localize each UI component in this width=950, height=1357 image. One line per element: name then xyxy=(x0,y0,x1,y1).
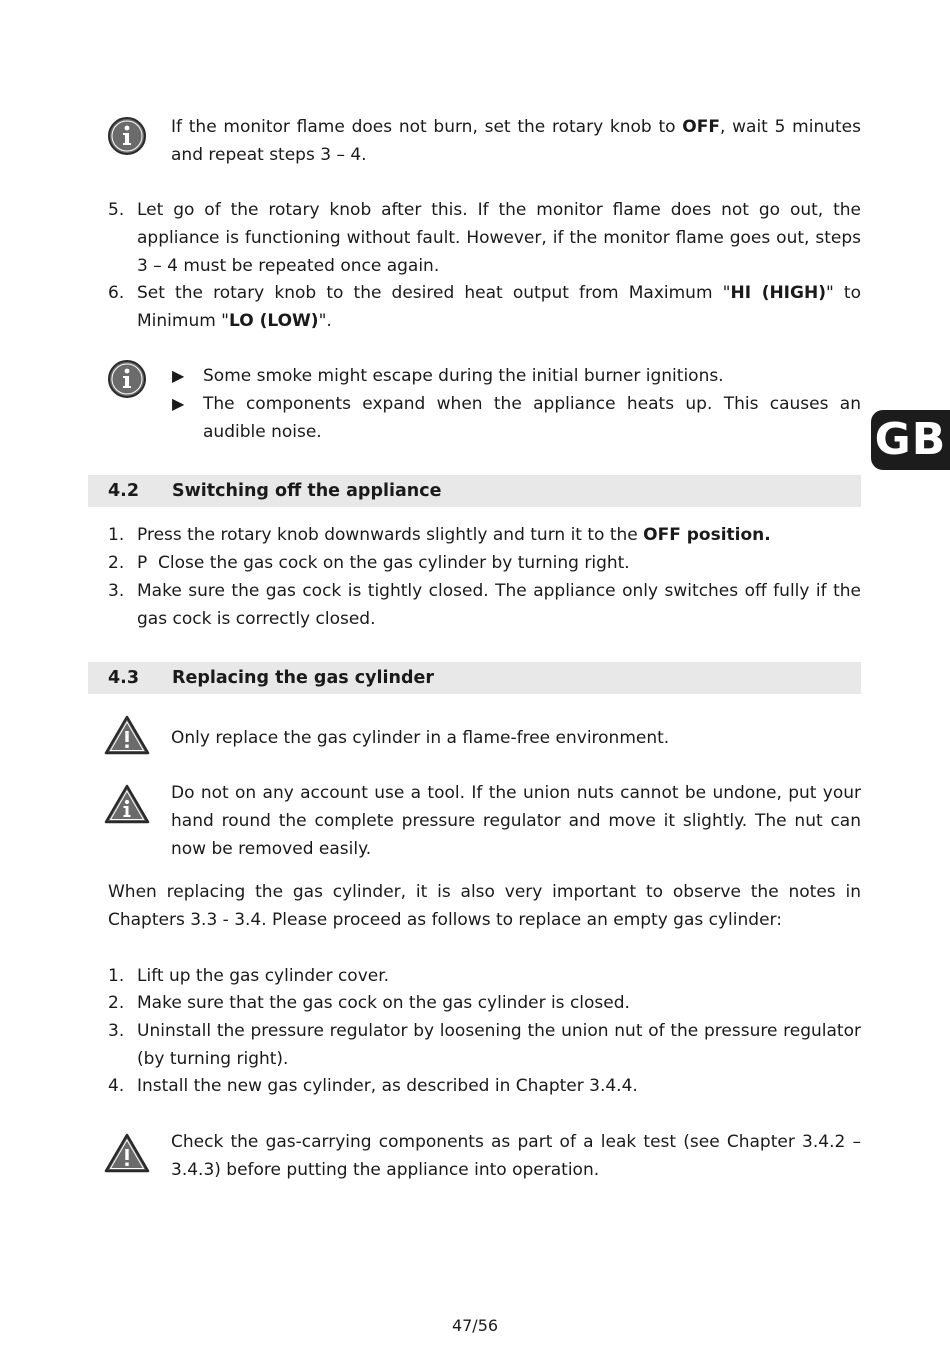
list-number: 2. xyxy=(108,553,125,573)
list-text: P Close the gas cock on the gas cylinder by turning right. xyxy=(137,553,630,573)
section-number: 4.3 xyxy=(108,668,140,688)
bullet-text: The components expand when the appliance heats up. This causes an audible noise. xyxy=(203,394,861,442)
section-heading xyxy=(88,475,861,507)
section-title: Switching off the appliance xyxy=(172,481,442,501)
warning-text: Do not on any account use a tool. If the union nuts cannot be undone, put your hand round the complete pressure regulator and move it slightly. The nut can now be removed easily. xyxy=(171,783,861,859)
bullet-item xyxy=(172,362,861,390)
list-number: 3. xyxy=(108,1021,125,1041)
list-text xyxy=(137,279,861,335)
warning-info-icon xyxy=(104,784,150,824)
warning-exclamation-icon xyxy=(104,715,150,755)
text-run: Press the rotary knob downwards slightly and turn it to the xyxy=(137,525,644,545)
list-number: 1. xyxy=(108,525,125,545)
note-bold: OFF xyxy=(682,117,720,137)
list-text: Let go of the rotary knob after this. If the monitor flame does not go out, the appliance is functioning without fault. However, if the monitor flame goes out, steps 3 – 4 must be repeated once again. xyxy=(137,200,861,276)
bullet-text: Some smoke might escape during the initial burner ignitions. xyxy=(203,366,724,386)
list-number: 5. xyxy=(108,200,125,220)
text-run: ". xyxy=(318,311,332,331)
list-number: 4. xyxy=(108,1076,125,1096)
info-note-monitor-flame xyxy=(171,113,861,169)
list-item xyxy=(108,1072,861,1100)
list-item xyxy=(108,521,861,549)
body-paragraph: When replacing the gas cylinder, it is also very important to observe the notes in Chapters 3.3 - 3.4. Please proceed as follows to replace an empty gas cylinder: xyxy=(108,882,861,930)
section-title: Replacing the gas cylinder xyxy=(172,668,435,688)
list-text: Make sure that the gas cock on the gas cylinder is closed. xyxy=(137,993,630,1013)
note-text: If the monitor flame does not burn, set the rotary knob to xyxy=(171,117,683,137)
warning-text: Only replace the gas cylinder in a flame-free environment. xyxy=(171,728,670,748)
list-number: 2. xyxy=(108,993,125,1013)
list-number: 3. xyxy=(108,581,125,601)
list-text xyxy=(137,521,861,549)
list-item xyxy=(108,1017,861,1073)
page-number: 47/56 xyxy=(451,1316,499,1335)
text-run: Set the rotary knob to the desired heat output from Maximum " xyxy=(137,283,731,303)
list-text: Lift up the gas cylinder cover. xyxy=(137,966,390,986)
info-icon xyxy=(107,359,147,399)
bullet-item xyxy=(172,390,861,446)
list-number: 1. xyxy=(108,966,125,986)
language-tab: GB xyxy=(871,410,950,470)
info-icon xyxy=(107,116,147,156)
section-number: 4.2 xyxy=(108,481,140,501)
list-text: Install the new gas cylinder, as described in Chapter 3.4.4. xyxy=(137,1076,638,1096)
bold-run: HI (HIGH) xyxy=(730,283,826,303)
list-item xyxy=(108,279,861,335)
warning-exclamation-icon xyxy=(104,1133,150,1173)
list-item xyxy=(108,962,861,990)
note-text: , wait 5 minutes and repeat steps 3 – 4. xyxy=(171,117,861,165)
list-text: Uninstall the pressure regulator by loosening the union nut of the pressure regulator (by turning right). xyxy=(137,1021,861,1069)
list-item xyxy=(108,549,861,577)
text-run: " to Minimum " xyxy=(137,283,861,331)
list-number: 6. xyxy=(108,283,125,303)
list-item xyxy=(108,196,861,280)
section-heading xyxy=(88,662,861,694)
bold-run: LO (LOW) xyxy=(229,311,319,331)
list-text: Make sure the gas cock is tightly closed. The appliance only switches off fully if the gas cock is correctly closed. xyxy=(137,581,861,629)
list-item xyxy=(108,989,861,1017)
bold-run: OFF position. xyxy=(643,525,771,545)
warning-text: Check the gas-carrying components as part of a leak test (see Chapter 3.4.2 – 3.4.3) before putting the appliance into operation. xyxy=(171,1132,861,1180)
list-item xyxy=(108,577,861,633)
triangle-bullet-icon: ▶ xyxy=(172,394,185,413)
triangle-bullet-icon: ▶ xyxy=(172,366,185,385)
